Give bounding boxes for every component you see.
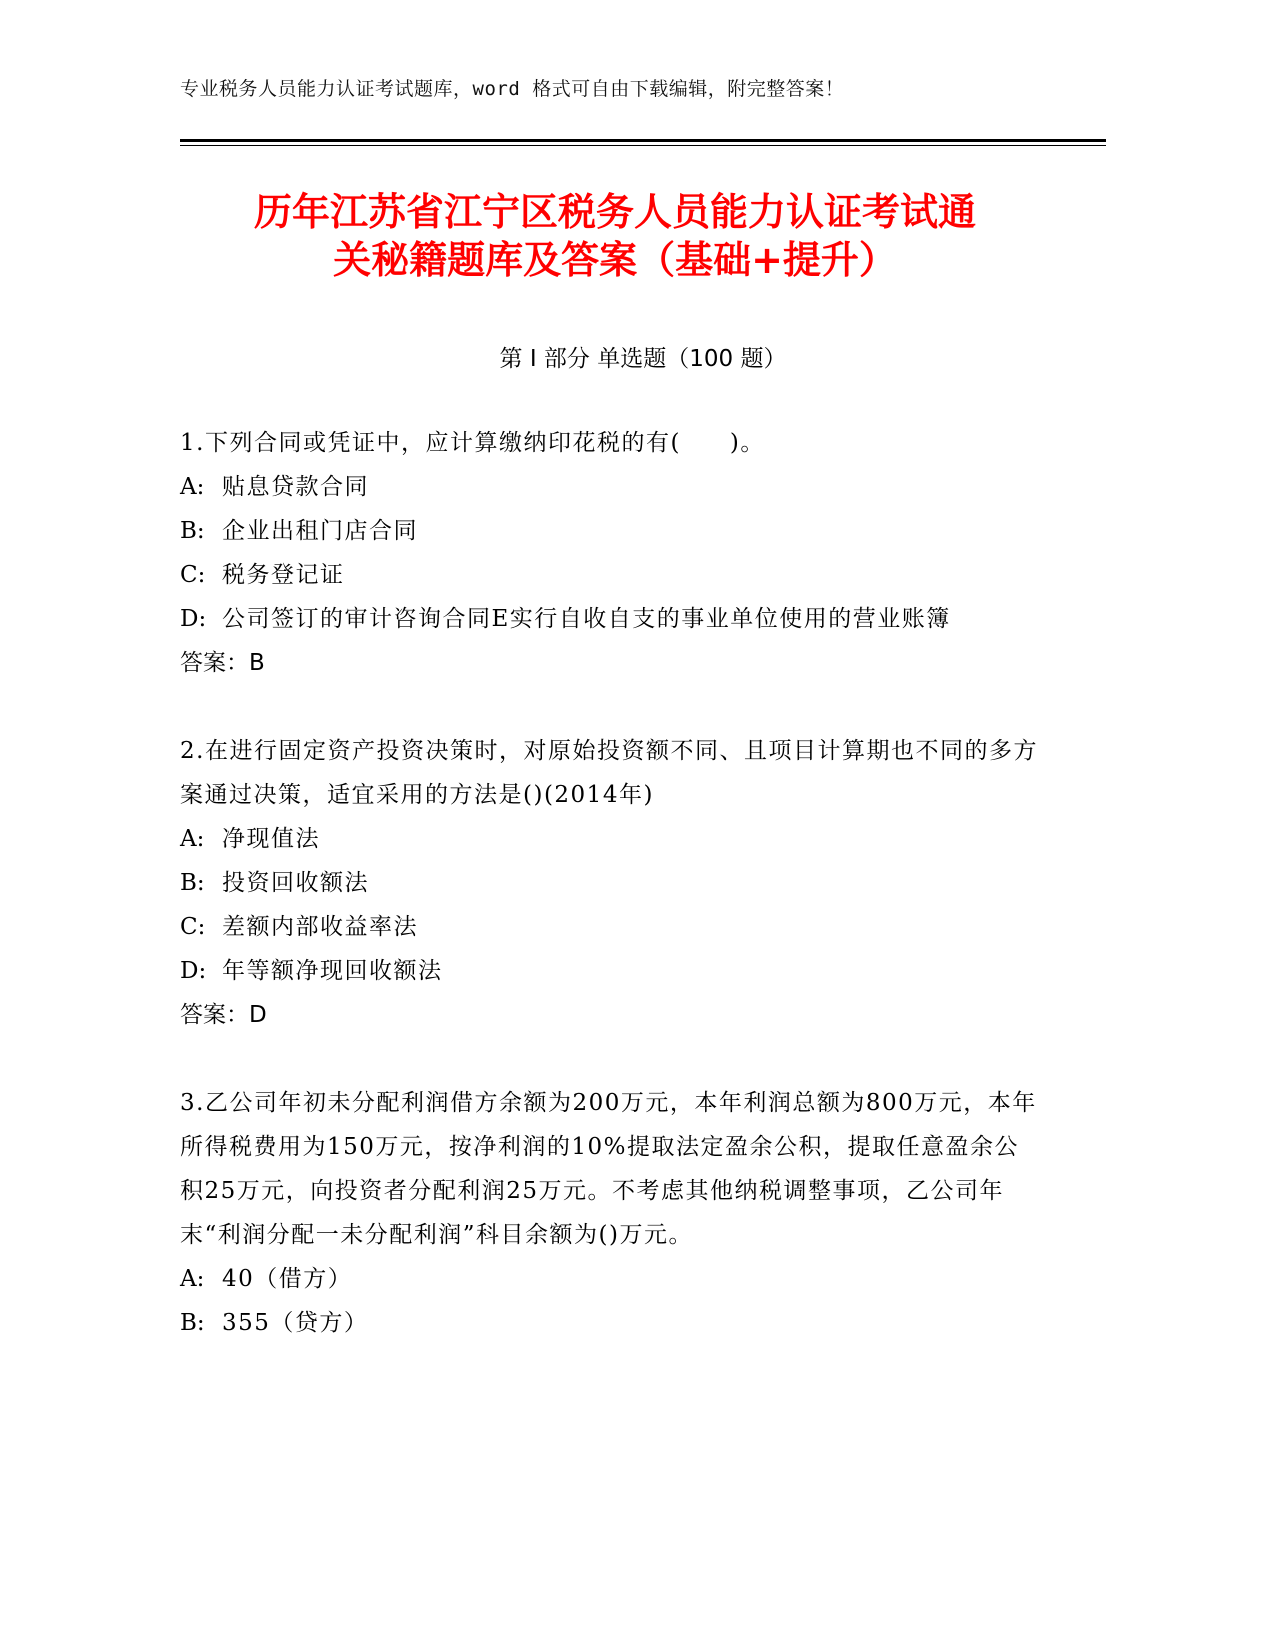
option-key: A: — [180, 474, 205, 500]
option-d — [180, 949, 1040, 993]
option-c — [180, 553, 1040, 597]
document-title — [180, 188, 1050, 284]
option-key: C: — [180, 562, 206, 588]
option-b — [180, 509, 1040, 553]
answer-line — [180, 993, 1040, 1037]
answer-value: B — [249, 650, 265, 676]
option-d — [180, 597, 1040, 641]
question-stem: 3.乙公司年初未分配利润借方余额为200万元，本年利润总额为800万元，本年所得税费用为150万元，按净利润的10%提取法定盈余公积，提取任意盈余公积25万元，向投资者分配利润25万元。不考虑其他纳税调整事项，乙公司年末“利润分配一未分配利润”科目余额为()万元。 — [180, 1090, 1037, 1248]
question-1 — [180, 421, 1040, 685]
option-text: 公司签订的审计咨询合同E实行自收自支的事业单位使用的营业账簿 — [222, 606, 951, 632]
option-text: 年等额净现回收额法 — [222, 958, 443, 984]
option-text: 差额内部收益率法 — [222, 914, 418, 940]
option-key: D: — [180, 606, 207, 632]
option-key: B: — [180, 1310, 205, 1336]
question-stem: 1.下列合同或凭证中，应计算缴纳印花税的有( )。 — [180, 430, 765, 456]
answer-line — [180, 641, 1040, 685]
question-2 — [180, 729, 1040, 1037]
option-text: 投资回收额法 — [222, 870, 369, 896]
option-text: 40（借方） — [222, 1266, 353, 1292]
option-key: B: — [180, 518, 205, 544]
option-key: D: — [180, 958, 207, 984]
option-key: A: — [180, 1266, 205, 1292]
option-text: 贴息贷款合同 — [222, 474, 369, 500]
question-list — [180, 421, 1040, 1389]
option-text: 355（贷方） — [222, 1310, 369, 1336]
option-a — [180, 465, 1040, 509]
option-key: C: — [180, 914, 206, 940]
answer-label: 答案： — [180, 1002, 249, 1028]
answer-value: D — [249, 1002, 267, 1028]
option-b — [180, 1301, 1040, 1345]
option-key: A: — [180, 826, 205, 852]
option-text: 净现值法 — [222, 826, 320, 852]
title-line-1: 历年江苏省江宁区税务人员能力认证考试通 — [253, 190, 976, 234]
option-b — [180, 861, 1040, 905]
option-text: 税务登记证 — [222, 562, 345, 588]
title-line-2: 关秘籍题库及答案（基础+提升） — [333, 238, 897, 282]
header-rule-thick — [180, 139, 1106, 142]
option-a — [180, 1257, 1040, 1301]
option-key: B: — [180, 870, 205, 896]
question-stem: 2.在进行固定资产投资决策时，对原始投资额不同、且项目计算期也不同的多方案通过决策，适宜采用的方法是()(2014年) — [180, 738, 1038, 808]
option-text: 企业出租门店合同 — [222, 518, 418, 544]
section-title: 第 I 部分 单选题（100 题） — [499, 346, 787, 372]
question-3 — [180, 1081, 1040, 1345]
header-note: 专业税务人员能力认证考试题库，word 格式可自由下载编辑，附完整答案！ — [180, 78, 845, 100]
option-a — [180, 817, 1040, 861]
answer-label: 答案： — [180, 650, 249, 676]
option-c — [180, 905, 1040, 949]
header-rule-thin — [180, 145, 1106, 146]
